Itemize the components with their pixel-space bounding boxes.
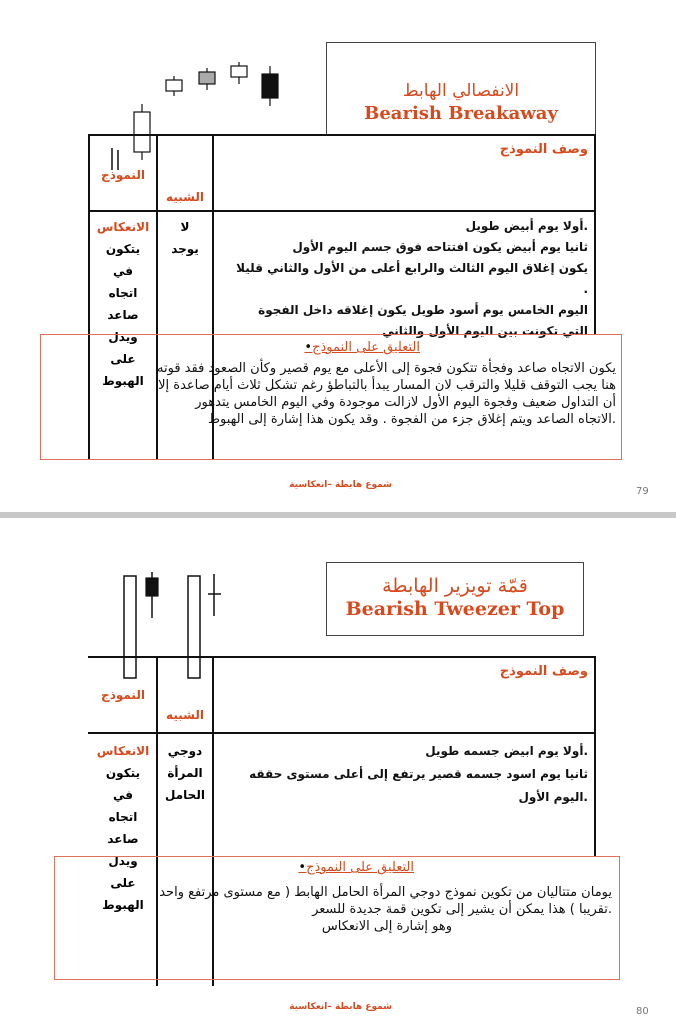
similar-value-line: المرأة xyxy=(167,766,203,780)
model-value-line: صاعد xyxy=(107,308,139,322)
similar-column-header: الشبيه xyxy=(166,190,204,204)
similar-column-header: الشبيه xyxy=(166,708,204,722)
table-top-border xyxy=(88,656,596,658)
footer-label: شموع هابطة –انعكاسية xyxy=(289,1002,392,1012)
description-line: .أولا يوم أبيض طويل xyxy=(465,219,588,233)
model-value-line: الانعكاس xyxy=(96,220,150,234)
footer-label: شموع هابطة –انعكاسية xyxy=(289,480,392,490)
model-value-line: اتجاه xyxy=(108,286,138,300)
similar-value-line: دوجي xyxy=(167,744,203,758)
model-value-line: اتجاه xyxy=(108,810,138,824)
model-value-line: الهبوط xyxy=(102,898,144,912)
comment-line: أن التداول ضعيف وفجوة اليوم الأول لازالت موجودة وفي اليوم الخامس يتدهور xyxy=(195,395,616,410)
table-top-border xyxy=(88,134,596,136)
description-line: ثانيا يوم اسود جسمه قصير يرتفع إلى أعلى مستوى حققه xyxy=(249,767,588,781)
description-body xyxy=(222,216,588,342)
model-value-line: على xyxy=(110,352,136,366)
table-header-rule xyxy=(88,210,596,212)
title-english: Bearish Breakaway xyxy=(364,103,558,124)
description-body xyxy=(222,740,588,809)
model-value-line: في xyxy=(113,264,133,278)
title-box xyxy=(326,42,596,136)
page-number: 79 xyxy=(636,486,649,497)
similar-value-line: يوجد xyxy=(171,242,199,256)
table-right-border xyxy=(594,134,596,334)
description-line: .أولا يوم ابيض جسمه طويل xyxy=(425,744,588,758)
model-value-line: صاعد xyxy=(107,832,139,846)
comment-line: .تقريبا ) هذا يمكن أن يشير إلى تكوين قمة جديدة للسعر xyxy=(312,902,612,917)
comment-line: .الاتجاه الصاعد ويتم إغلاق جزء من الفجوة . وقد يكون هذا إشارة إلى الهبوط xyxy=(207,412,616,427)
model-value-line: يتكون xyxy=(105,242,141,256)
description-line: التي تكونت بين اليوم الأول والثاني xyxy=(382,324,588,338)
comment-title-text: التعليق على النموذج xyxy=(312,340,420,355)
page-number: 80 xyxy=(636,1006,649,1017)
comment-title xyxy=(240,860,414,875)
breakaway-candles-illustration xyxy=(100,60,290,180)
model-value-line: في xyxy=(113,788,133,802)
similar-value-line: لا xyxy=(180,220,190,234)
description-line: . xyxy=(583,282,588,296)
model-value-line: ويدل xyxy=(108,854,138,868)
comment-line: يكون الاتجاه صاعد وفجأة تتكون فجوة إلى الأعلى مع يوم قصير وكأن الصعود فقد قوته xyxy=(157,361,616,376)
comment-body xyxy=(60,884,612,935)
bullet-icon: • xyxy=(298,860,307,875)
model-column-header: النموذج xyxy=(101,168,145,182)
similar-column-value xyxy=(160,216,210,260)
title-english: Bearish Tweezer Top xyxy=(345,598,565,620)
table-right-border xyxy=(594,656,596,856)
description-line: ثانيا يوم أبيض يكون افتتاحه فوق جسم اليوم الأول xyxy=(292,240,588,254)
model-value-line: على xyxy=(110,876,136,890)
comment-title-text: التعليق على النموذج xyxy=(306,860,414,875)
model-column-header: النموذج xyxy=(101,688,145,702)
model-value-line: يتكون xyxy=(105,766,141,780)
comment-line: يومان متتاليان من تكوين نموذج دوجي المرأة الحامل الهابط ( مع مستوى مرتفع واحد xyxy=(159,885,612,900)
title-arabic: الانفصالي الهابط xyxy=(402,81,520,101)
description-line: .اليوم الأول xyxy=(518,790,588,804)
table-header-rule xyxy=(88,732,596,734)
model-value-line: الانعكاس xyxy=(96,744,150,758)
comment-line: هنا يجب التوقف قليلا والترقب لان المسار يبدأ بالتباطؤ رغم تشكل ثلاث أيام صاعدة إلا xyxy=(158,378,616,393)
slide-page-2 xyxy=(0,518,676,1024)
similar-column-value xyxy=(160,740,210,806)
description-line: يكون إغلاق اليوم الثالث والرابع أعلى من الأول والثاني قليلا xyxy=(236,261,588,275)
model-value-line: ويدل xyxy=(108,330,138,344)
title-box xyxy=(326,562,584,636)
comment-line: وهو إشارة إلى الانعكاس xyxy=(321,919,452,934)
description-header: وصف النموذج xyxy=(499,664,588,679)
description-header: وصف النموذج xyxy=(499,142,588,157)
bullet-icon: • xyxy=(304,340,313,355)
description-line: اليوم الخامس يوم أسود طويل يكون إغلاقه داخل الفجوة xyxy=(258,303,588,317)
comment-body xyxy=(46,360,616,428)
similar-value-line: الحامل xyxy=(165,788,205,802)
comment-title xyxy=(250,340,420,355)
title-arabic: قمّة تويزير الهابطة xyxy=(382,575,528,597)
model-value-line: الهبوط xyxy=(102,374,144,388)
